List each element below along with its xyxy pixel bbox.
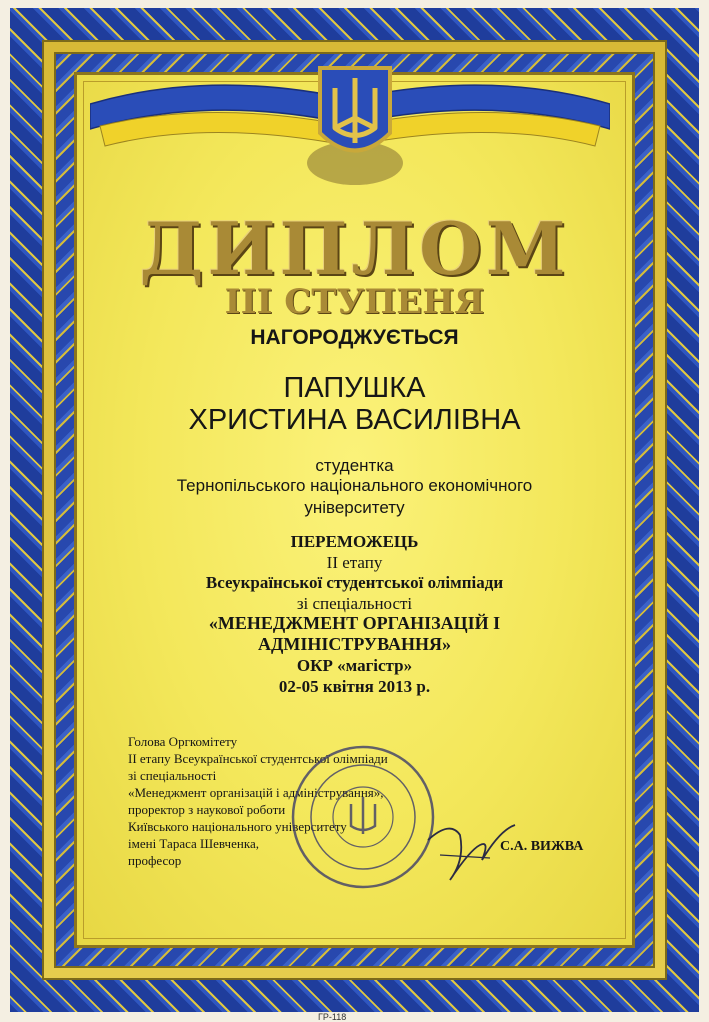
signatory-line: Київського національного університету — [128, 819, 347, 834]
signatory-line: імені Тараса Шевченка, — [128, 836, 259, 851]
specialty-line-1: «МЕНЕДЖМЕНТ ОРГАНІЗАЦІЙ І — [208, 613, 501, 633]
signatory-line: «Менеджмент організацій і адміністрування», — [128, 785, 384, 800]
olympiad-label: Всеукраїнської студентської олімпіади — [205, 573, 504, 592]
recipient-surname: ПАПУШКА — [283, 372, 426, 404]
specialty-intro: зі спеціальності — [296, 594, 413, 613]
recipient-name: ХРИСТИНА ВАСИЛІВНА — [188, 404, 521, 436]
diploma-degree: III СТУПЕНЯ — [224, 282, 485, 322]
recipient-status: студентка — [315, 456, 394, 475]
awarded-label: НАГОРОДЖУЄТЬСЯ — [250, 326, 459, 349]
diploma-title: ДИПЛОМ — [139, 206, 570, 291]
date-label: 02-05 квітня 2013 р. — [278, 677, 431, 696]
signatory-line: Голова Оргкомітету — [128, 734, 238, 749]
trident-emblem-icon — [300, 48, 410, 188]
signatory-line: професор — [128, 853, 182, 868]
winner-label: ПЕРЕМОЖЕЦЬ — [290, 532, 419, 551]
signatory-name: С.А. ВИЖВА — [500, 839, 584, 854]
signatory-line: II етапу Всеукраїнської студентської олімпіади — [128, 751, 388, 766]
stage-label: II етапу — [326, 553, 383, 572]
signatory-line: зі спеціальності — [128, 768, 217, 783]
specialty-line-2: АДМІНІСТРУВАННЯ» — [257, 634, 452, 654]
okr-label: ОКР «магістр» — [296, 656, 413, 675]
form-code: ГР-118 — [318, 1012, 347, 1022]
university-line-2: університету — [304, 498, 405, 517]
signatory-line: проректор з наукової роботи — [128, 802, 286, 817]
official-seal-icon — [288, 742, 438, 892]
university-line-1: Тернопільського національного економічного — [176, 476, 533, 495]
